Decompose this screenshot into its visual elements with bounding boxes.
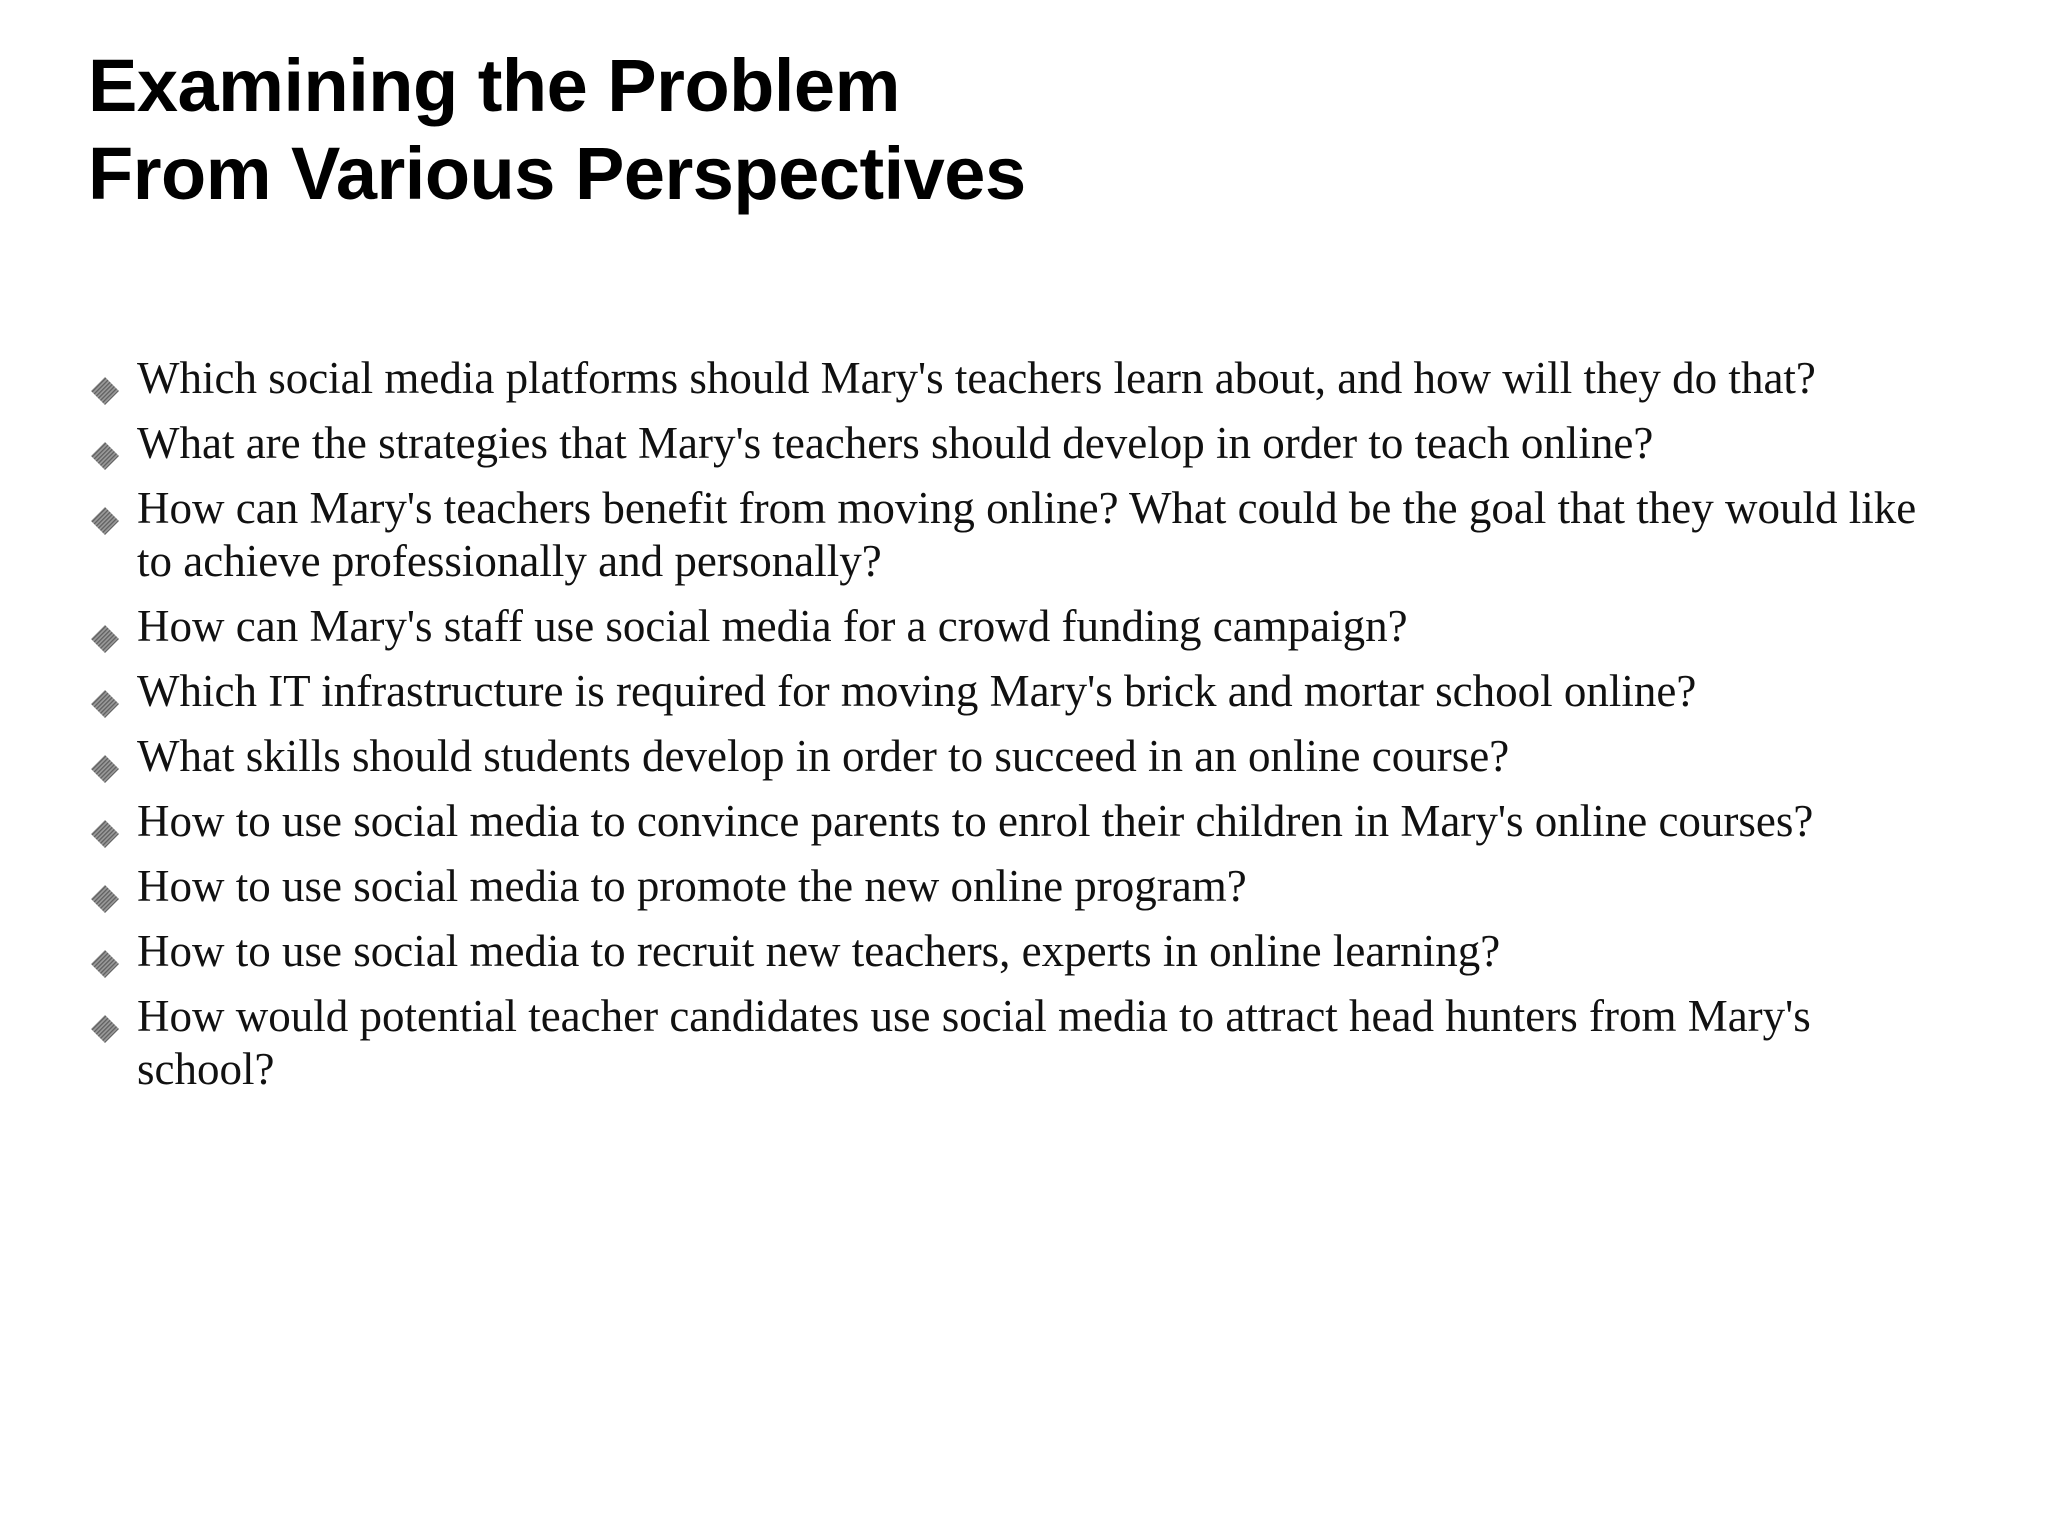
- list-item: [84, 352, 1944, 405]
- list-item-label: How can Mary's staff use social media for a crowd funding campaign?: [137, 601, 1408, 651]
- list-item: [84, 925, 1944, 978]
- list-item-label: How would potential teacher candidates use social media to attract head hunters from Mary's school?: [137, 991, 1811, 1094]
- list-item: [84, 665, 1944, 718]
- list-item-label: What skills should students develop in order to succeed in an online course?: [137, 731, 1510, 781]
- page-title-line-2: From Various Perspectives: [88, 132, 1026, 215]
- diamond-hatched-bullet-icon: [90, 495, 120, 525]
- list-item-label: How can Mary's teachers benefit from moving online? What could be the goal that they would like to achieve professionally and personally?: [137, 483, 1917, 586]
- list-item-label: Which social media platforms should Mary's teachers learn about, and how will they do that?: [137, 353, 1816, 403]
- list-item-label: Which IT infrastructure is required for moving Mary's brick and mortar school online?: [137, 666, 1697, 716]
- list-item: [84, 730, 1944, 783]
- diamond-hatched-bullet-icon: [90, 678, 120, 708]
- diamond-hatched-bullet-icon: [90, 938, 120, 968]
- perspective-question-list: [84, 352, 1944, 1096]
- diamond-hatched-bullet-icon: [90, 365, 120, 395]
- diamond-hatched-bullet-icon: [90, 808, 120, 838]
- list-item: [84, 417, 1944, 470]
- list-item: [84, 795, 1944, 848]
- diamond-hatched-bullet-icon: [90, 1003, 120, 1033]
- page-title-line-1: Examining the Problem: [88, 44, 900, 127]
- list-item-label: How to use social media to promote the new online program?: [137, 861, 1247, 911]
- list-item-label: What are the strategies that Mary's teachers should develop in order to teach online?: [137, 418, 1654, 468]
- list-item-label: How to use social media to convince parents to enrol their children in Mary's online courses?: [137, 796, 1814, 846]
- diamond-hatched-bullet-icon: [90, 613, 120, 643]
- list-item: [84, 600, 1944, 653]
- list-item: [84, 482, 1944, 588]
- diamond-hatched-bullet-icon: [90, 430, 120, 460]
- page-title: [88, 42, 1968, 218]
- list-item-label: How to use social media to recruit new teachers, experts in online learning?: [137, 926, 1501, 976]
- list-item: [84, 860, 1944, 913]
- diamond-hatched-bullet-icon: [90, 743, 120, 773]
- diamond-hatched-bullet-icon: [90, 873, 120, 903]
- list-item: [84, 990, 1944, 1096]
